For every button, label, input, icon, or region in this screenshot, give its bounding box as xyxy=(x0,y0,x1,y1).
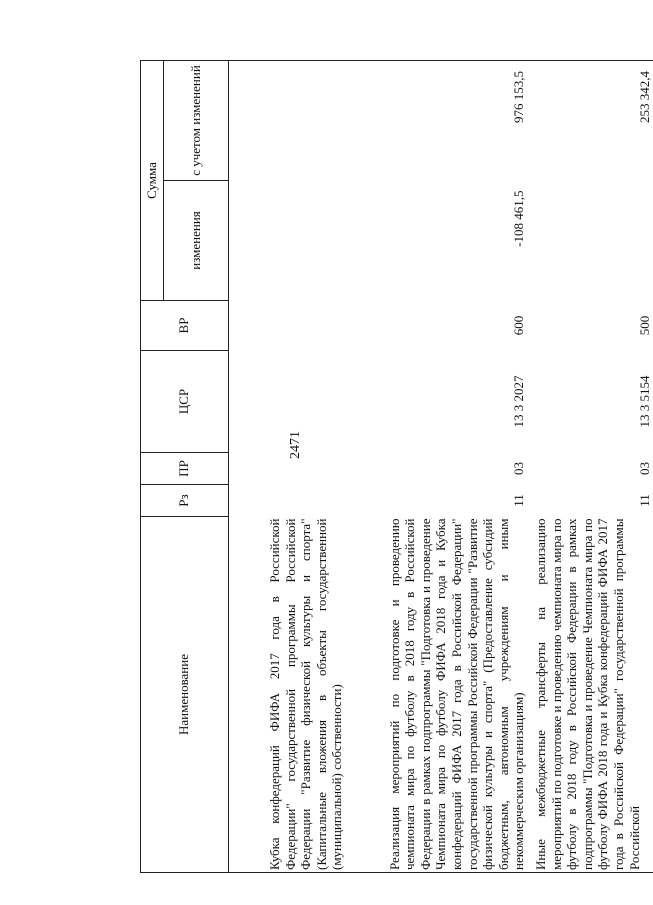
row-change xyxy=(527,181,653,301)
page-number: 2471 xyxy=(288,431,303,459)
header-pr: ПР xyxy=(141,453,229,485)
table-row xyxy=(527,61,653,873)
row-pr: 03 xyxy=(511,462,527,475)
row-name: Иные межбюджетные трансферты на реализацию мероприятий по подготовке и проведению чемпионата мира по футболу в 2018 году в Российской Федерации в рамках подпрограммы "Подготовка и проведение Чемпионата мира по футболу ФИФА 2018 года и Кубка конфедераций ФИФА 2017 года в Российской Федерации" государственной программы Российской xyxy=(527,517,653,873)
header-change: изменения xyxy=(164,181,229,301)
row-vr xyxy=(229,301,346,351)
row-change xyxy=(229,181,346,301)
table-row xyxy=(345,61,527,873)
header-vr: ВР xyxy=(141,301,229,351)
header-with-change: с учетом изменений xyxy=(164,61,229,181)
header-rz: Рз xyxy=(141,485,229,517)
row-pr xyxy=(229,453,346,485)
table-row xyxy=(229,61,346,873)
row-vr: 600 xyxy=(511,315,527,336)
row-name: Кубка конфедераций ФИФА 2017 года в Российской Федерации" государственной программы Российской Федерации "Развитие физической культуры и спорта" (Капитальные вложения в объекты государственной (муниципальной) собственности) xyxy=(229,517,346,873)
row-total xyxy=(229,61,346,181)
row-csr: 13 3 5154 xyxy=(637,375,653,428)
budget-table xyxy=(140,60,653,873)
row-vr: 500 xyxy=(637,315,653,336)
header-sum: Сумма xyxy=(141,61,164,301)
row-change: -108 461,5 xyxy=(511,190,527,247)
row-rz: 11 xyxy=(511,494,527,507)
header-name: Наименование xyxy=(141,517,229,873)
row-name: Реализация мероприятий по подготовке и проведению чемпионата мира по футболу в 2018 году в Российской Федерации в рамках подпрограммы "Подготовка и проведение Чемпионата мира по футболу ФИФА 2018 года и Кубка конфедераций ФИФА 2017 года в Российской Федерации" государственной программы Российской Федерации "Развитие физической культуры и спорта" (Предоставление субсидий бюджетным, автономным учреждениям и иным некоммерческим организациям) xyxy=(345,517,527,873)
row-csr: 13 3 2027 xyxy=(511,375,527,428)
row-total: 253 342,4 xyxy=(527,61,653,181)
row-csr xyxy=(229,351,346,453)
header-csr: ЦСР xyxy=(141,351,229,453)
document-page xyxy=(140,61,653,873)
row-rz: 11 xyxy=(637,494,653,507)
row-rz xyxy=(229,485,346,517)
row-pr: 03 xyxy=(637,462,653,475)
row-total: 976 153,5 xyxy=(345,61,527,181)
